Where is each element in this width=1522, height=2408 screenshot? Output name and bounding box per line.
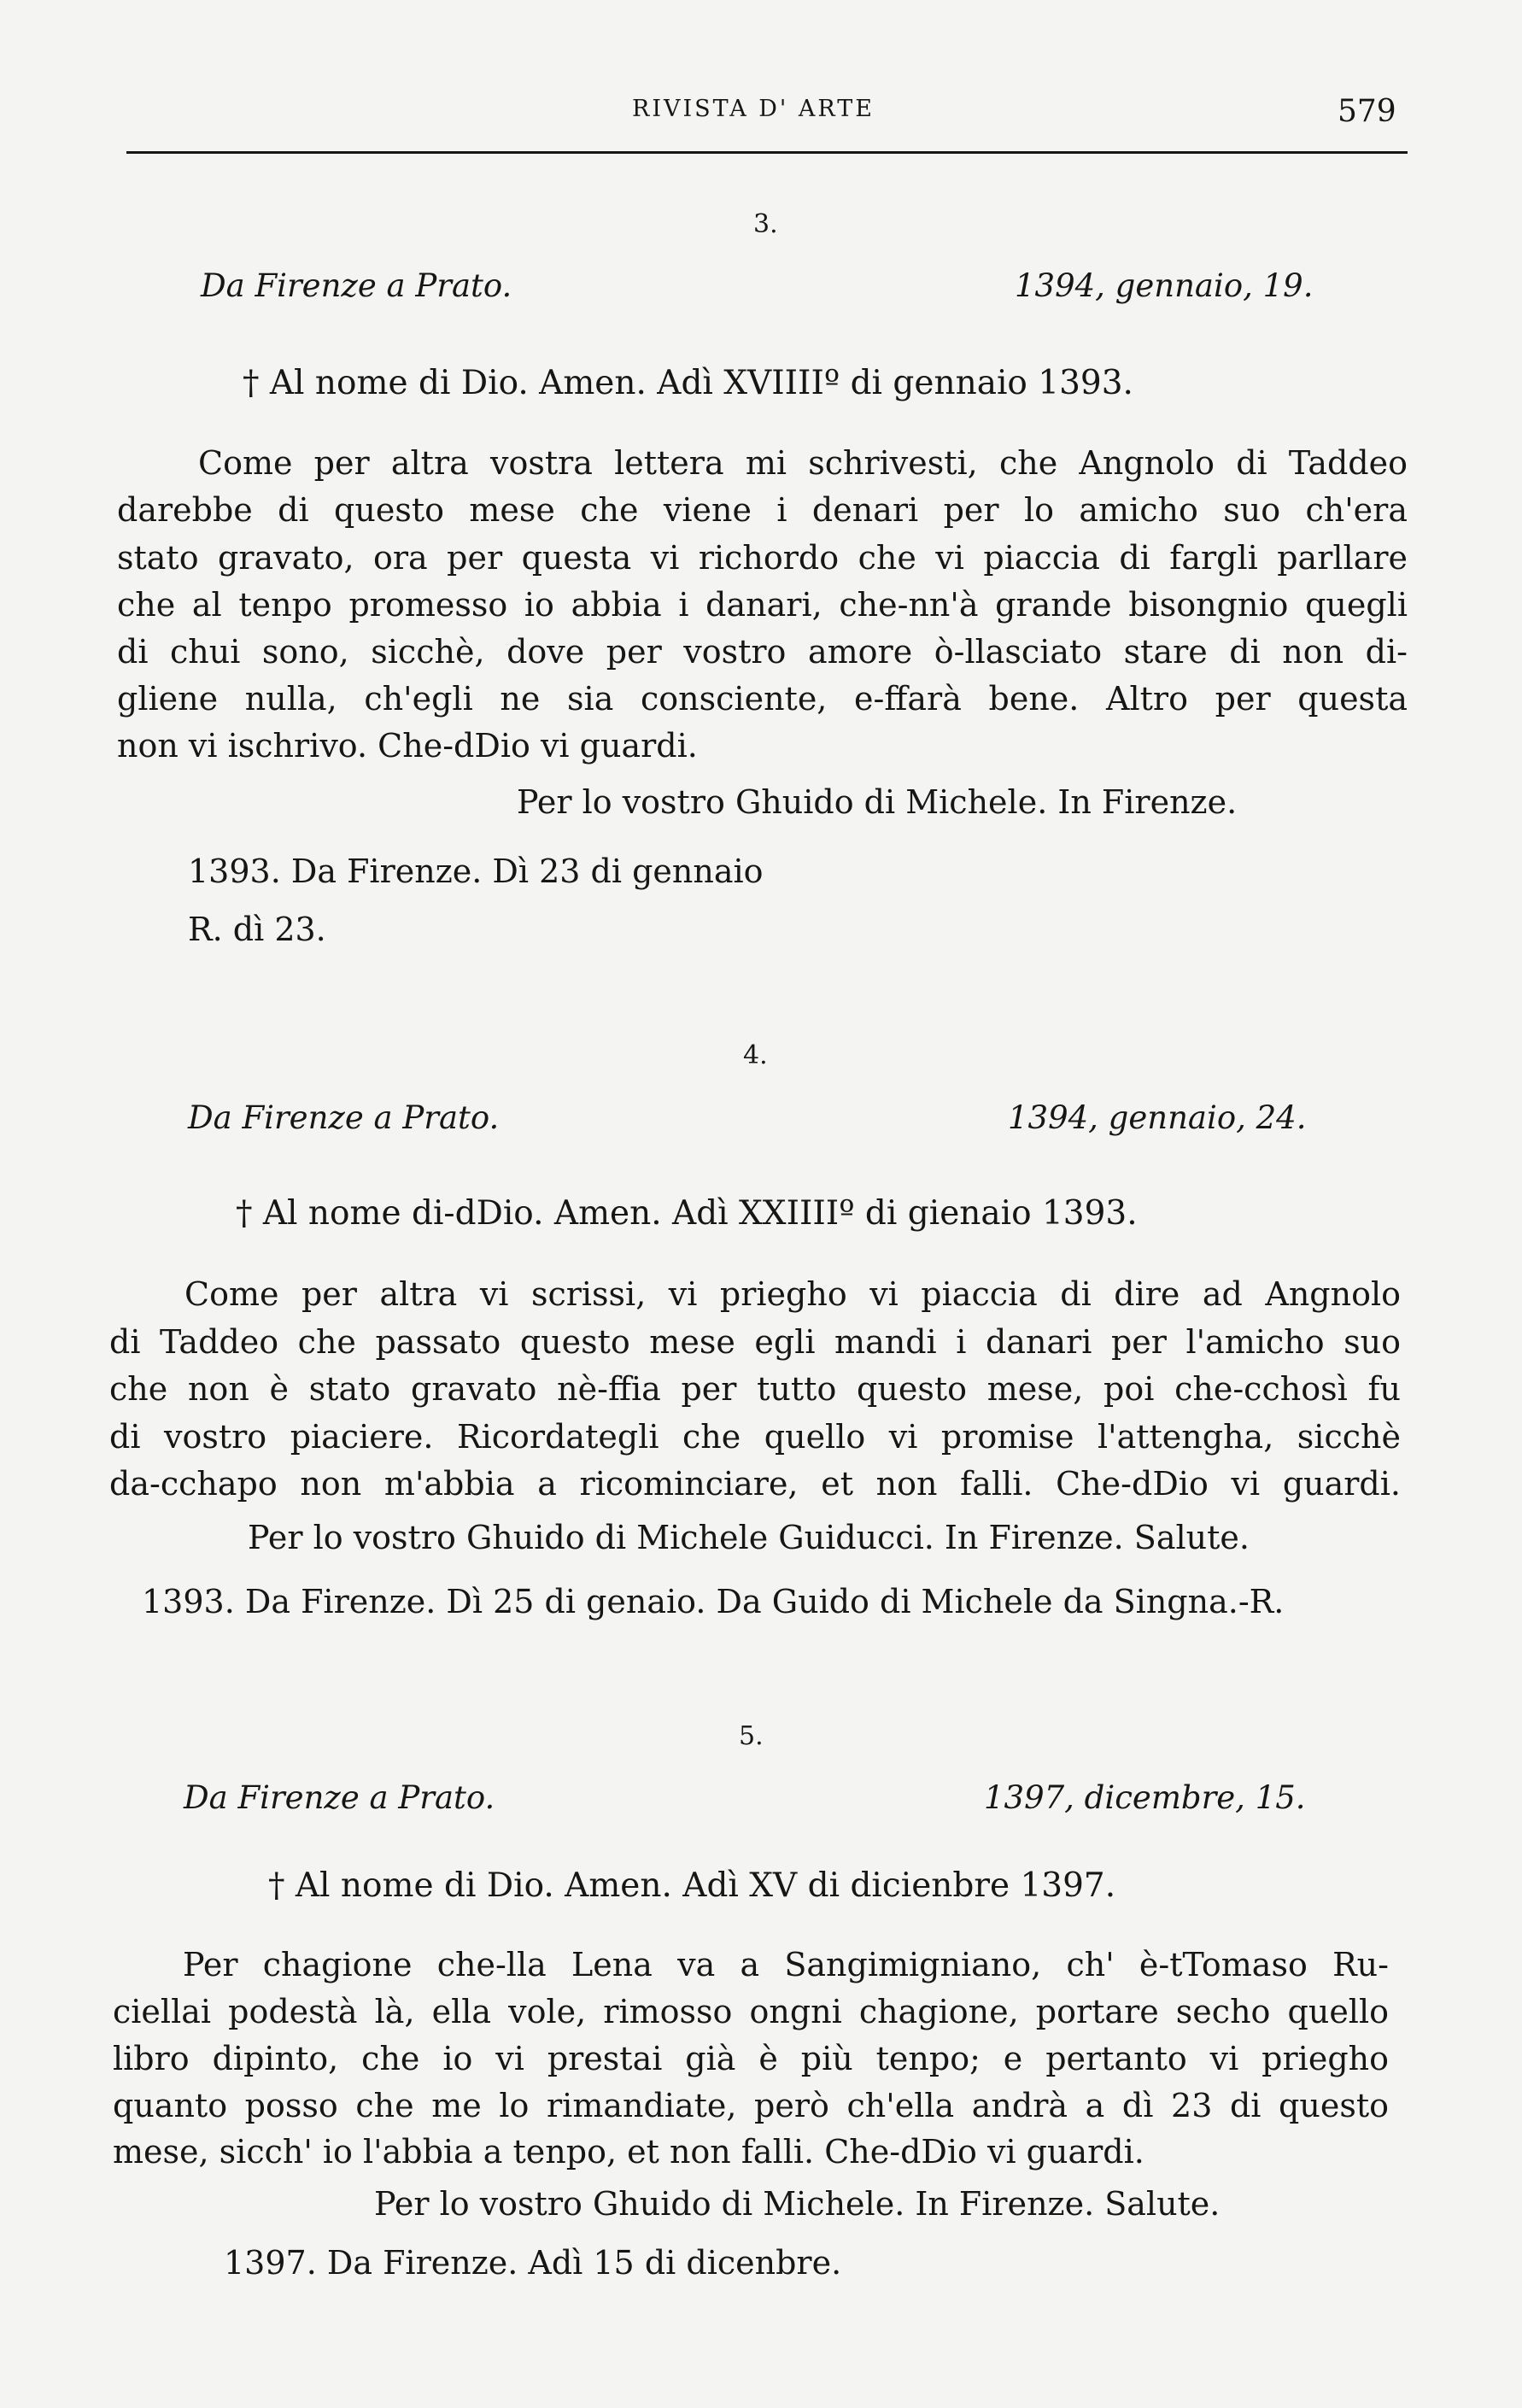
letter-invocation: † Al nome di-dDio. Amen. Adì XXIIIIº di gienaio 1393.: [236, 1194, 1138, 1233]
letter-signature: Per lo vostro Ghuido di Michele Guiducci. In Firenze. Salute.: [248, 1519, 1250, 1556]
body-line: mese, sicch' io l'abbia a tenpo, et non falli. Che-dDio vi guardi.: [113, 2133, 1144, 2171]
letter-invocation: † Al nome di Dio. Amen. Adì XV di dicienbre 1397.: [268, 1866, 1116, 1905]
address-note: 1393. Da Firenze. Dì 23 di gennaio: [188, 852, 764, 890]
address-note: 1397. Da Firenze. Adì 15 di dicenbre.: [224, 2244, 842, 2282]
body-line: Per chagione che-lla Lena va a Sangimigniano, ch' è-tTomaso Ru-: [183, 1946, 1389, 1983]
letter-date: 1394, gennaio, 24.: [1008, 1099, 1307, 1136]
letter-signature: Per lo vostro Ghuido di Michele. In Firenze. Salute.: [374, 2185, 1221, 2223]
letter-number: 5.: [739, 1721, 764, 1751]
body-line: Come per altra vostra lettera mi schrivesti, che Angnolo di Taddeo: [198, 444, 1408, 482]
running-header-title: RIVISTA D' ARTE: [632, 96, 875, 122]
letter-number: 3.: [753, 209, 778, 239]
body-line: quanto posso che me lo rimandiate, però ch'ella andrà a dì 23 di questo: [113, 2087, 1389, 2124]
page-number: 579: [1338, 94, 1396, 129]
body-line: che al tenpo promesso io abbia i danari, che-nn'à grande bisongnio quegli: [117, 586, 1408, 624]
letter-date: 1397, dicembre, 15.: [984, 1779, 1306, 1816]
letter-route: Da Firenze a Prato.: [184, 1779, 495, 1816]
letter-invocation: † Al nome di Dio. Amen. Adì XVIIIIº di gennaio 1393.: [243, 364, 1133, 402]
receipt-note: R. dì 23.: [188, 911, 326, 948]
letter-route: Da Firenze a Prato.: [188, 1099, 500, 1136]
body-line: ciellai podestà là, ella vole, rimosso ongni chagione, portare secho quello: [113, 1993, 1389, 2030]
body-line: di vostro piaciere. Ricordategli che quello vi promise l'attengha, sicchè: [109, 1418, 1401, 1456]
body-line: non vi ischrivo. Che-dDio vi guardi.: [117, 727, 698, 765]
body-line: darebbe di questo mese che viene i denari per lo amicho suo ch'era: [117, 491, 1408, 529]
body-line: che non è stato gravato nè-ffia per tutto questo mese, poi che-cchosì fu: [109, 1370, 1401, 1408]
letter-signature: Per lo vostro Ghuido di Michele. In Firenze.: [517, 783, 1238, 821]
body-line: stato gravato, ora per questa vi richordo che vi piaccia di fargli parllare: [117, 539, 1408, 577]
body-line: libro dipinto, che io vi prestai già è più tenpo; e pertanto vi priegho: [113, 2040, 1389, 2077]
body-line: Come per altra vi scrissi, vi priegho vi piaccia di dire ad Angnolo: [184, 1275, 1401, 1313]
header-rule: [126, 151, 1408, 154]
letter-date: 1394, gennaio, 19.: [1015, 267, 1314, 304]
letter-number: 4.: [743, 1040, 768, 1070]
body-line: gliene nulla, ch'egli ne sia consciente, e-ffarà bene. Altro per questa: [117, 680, 1408, 718]
body-line: da-cchapo non m'abbia a ricominciare, et non falli. Che-dDio vi guardi.: [109, 1465, 1401, 1503]
body-line: di chui sono, sicchè, dove per vostro amore ò-llasciato stare di non di-: [117, 633, 1408, 671]
body-line: di Taddeo che passato questo mese egli mandi i danari per l'amicho suo: [109, 1323, 1401, 1361]
letter-route: Da Firenze a Prato.: [201, 267, 512, 304]
address-note: 1393. Da Firenze. Dì 25 di genaio. Da Guido di Michele da Singna.-R.: [142, 1583, 1285, 1620]
